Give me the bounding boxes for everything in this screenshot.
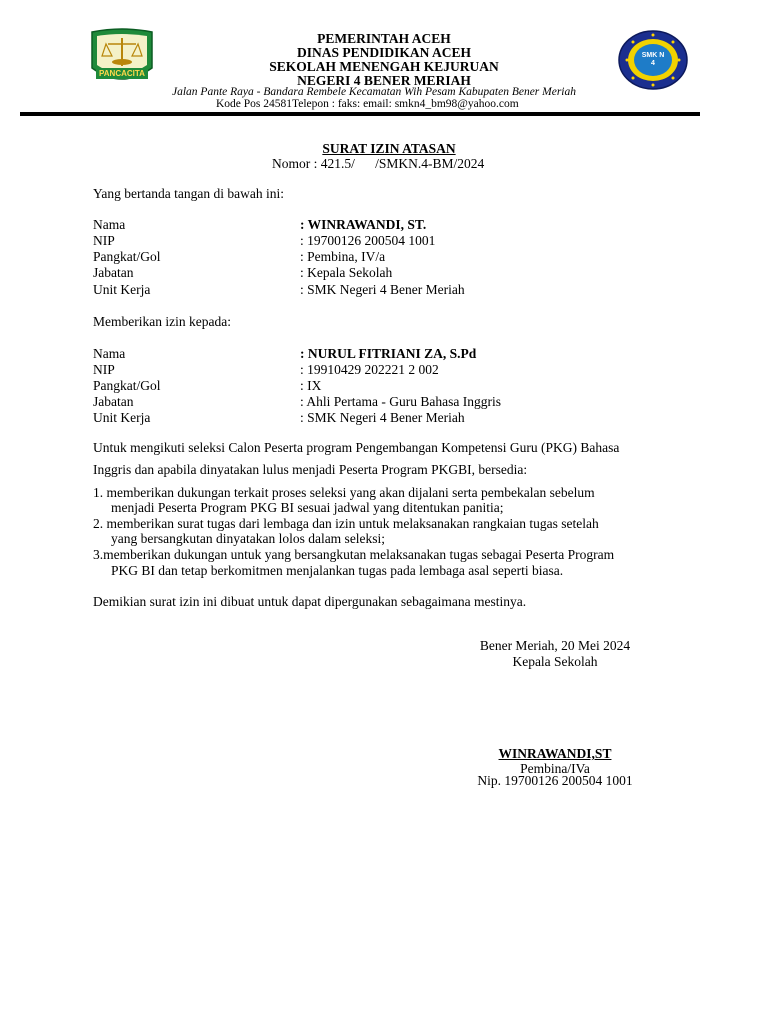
signer-value: : SMK Negeri 4 Bener Meriah bbox=[300, 282, 465, 297]
signer-label: Nama bbox=[93, 217, 126, 232]
grantee-value: : NURUL FITRIANI ZA, S.Pd bbox=[300, 346, 477, 361]
grantee-label: Jabatan bbox=[93, 394, 134, 409]
grantee-value: : Ahli Pertama - Guru Bahasa Inggris bbox=[300, 394, 501, 409]
list-item-line: yang bersangkutan dinyatakan lolos dalam seleksi; bbox=[111, 531, 386, 546]
signer-label: Jabatan bbox=[93, 265, 134, 280]
grant-intro: Memberikan izin kepada: bbox=[93, 314, 231, 329]
grantee-value: : IX bbox=[300, 378, 322, 393]
grantee-value: : SMK Negeri 4 Bener Meriah bbox=[300, 410, 465, 425]
school-logo-text: SMK N 4 bbox=[641, 52, 665, 67]
body-paragraph-line: Untuk mengikuti seleksi Calon Peserta program Pengembangan Kompetensi Guru (PKG) Bahasa bbox=[93, 440, 620, 455]
place-date: Bener Meriah, 20 Mei 2024 bbox=[479, 638, 631, 653]
header-agency: DINAS PENDIDIKAN ACEH bbox=[296, 45, 472, 60]
signer-value: : Kepala Sekolah bbox=[300, 265, 393, 280]
signer-value: : 19700126 200504 1001 bbox=[300, 233, 436, 248]
list-item-line: 3.memberikan dukungan untuk yang bersangkutan melaksanakan tugas sebagai Peserta Program bbox=[93, 547, 615, 562]
letter-title: SURAT IZIN ATASAN bbox=[322, 141, 456, 156]
list-item-line: 2. memberikan surat tugas dari lembaga dan izin untuk melaksanakan rangkaian tugas setelah bbox=[93, 516, 599, 531]
grantee-label: Pangkat/Gol bbox=[93, 378, 161, 393]
grantee-label: Unit Kerja bbox=[93, 410, 151, 425]
signature-nip: Nip. 19700126 200504 1001 bbox=[477, 773, 633, 788]
signer-value: : Pembina, IV/a bbox=[300, 249, 386, 264]
logo-caption: PANCACITA bbox=[99, 69, 145, 78]
signer-label: Pangkat/Gol bbox=[93, 249, 161, 264]
header-contact: Kode Pos 24581Telepon : faks: email: smkn4_bm98@yahoo.com bbox=[216, 98, 519, 110]
header-school-name: NEGERI 4 BENER MERIAH bbox=[297, 73, 471, 88]
signature-name: WINRAWANDI,ST bbox=[498, 746, 612, 761]
list-item-line: 1. memberikan dukungan terkait proses seleksi yang akan dijalani serta pembekalan sebelum bbox=[93, 485, 595, 500]
grantee-label: NIP bbox=[93, 362, 115, 377]
signer-label: Unit Kerja bbox=[93, 282, 151, 297]
body-paragraph-line: Inggris dan apabila dinyatakan lulus menjadi Peserta Program PKGBI, bersedia: bbox=[93, 462, 528, 477]
header-school-type: SEKOLAH MENENGAH KEJURUAN bbox=[269, 59, 499, 74]
intro-text: Yang bertanda tangan di bawah ini: bbox=[93, 186, 284, 201]
header-address: Jalan Pante Raya - Bandara Rembele Kecamatan Wih Pesam Kabupaten Bener Meriah bbox=[172, 86, 577, 98]
header-government: PEMERINTAH ACEH bbox=[317, 31, 451, 46]
header-divider bbox=[20, 112, 700, 116]
signer-value: : WINRAWANDI, ST. bbox=[300, 217, 427, 232]
signer-position: Kepala Sekolah bbox=[512, 654, 598, 669]
signature-rank: Pembina/IVa bbox=[520, 761, 590, 776]
list-item-line: menjadi Peserta Program PKG BI sesuai jadwal yang ditentukan panitia; bbox=[111, 500, 504, 515]
letter-number: Nomor : 421.5/ /SMKN.4-BM/2024 bbox=[272, 156, 485, 171]
list-item-line: PKG BI dan tetap berkomitmen menjalankan tugas pada lembaga asal seperti biasa. bbox=[111, 563, 564, 578]
grantee-label: Nama bbox=[93, 346, 126, 361]
closing-text: Demikian surat izin ini dibuat untuk dapat dipergunakan sebagaimana mestinya. bbox=[93, 594, 527, 609]
signer-label: NIP bbox=[93, 233, 115, 248]
grantee-value: : 19910429 202221 2 002 bbox=[300, 362, 439, 377]
